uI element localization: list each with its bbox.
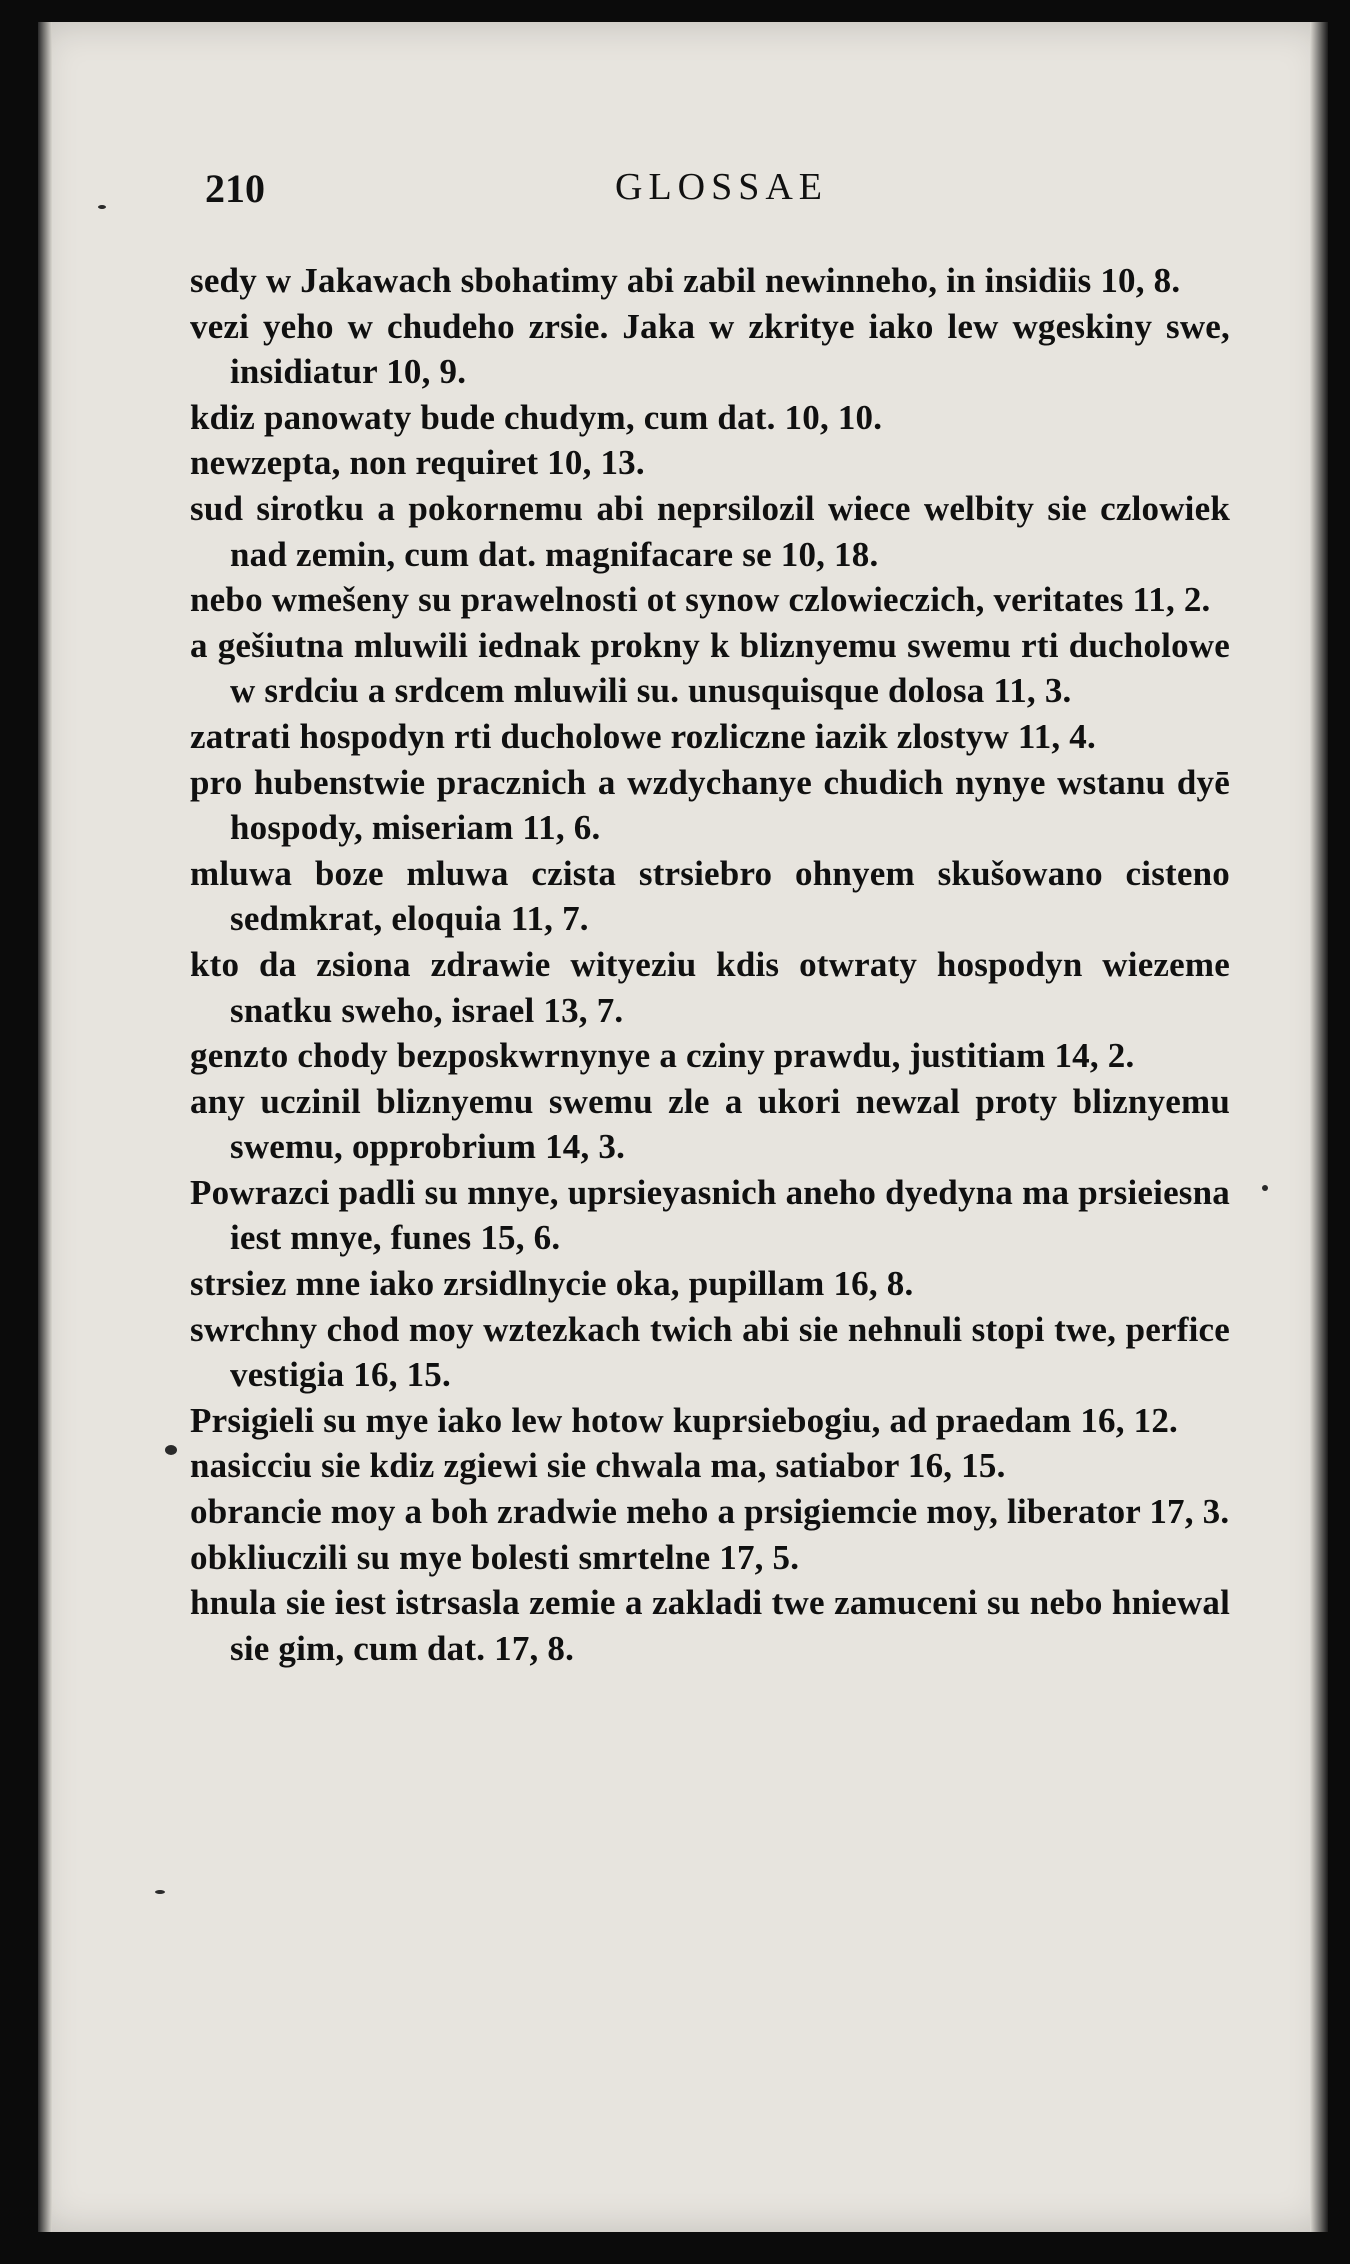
ink-speck — [165, 1445, 177, 1455]
glossary-entry: any uczinil bliznyemu swemu zle a ukori newzal proty bliznyemu swemu, opprobrium 14, 3. — [190, 1081, 1230, 1167]
glossary-entry: newzepta, non requiret 10, 13. — [190, 443, 645, 483]
glossary-entry: a gešiutna mluwili iednak prokny k bliznyemu swemu rti ducholowe w srdciu a srdcem mluwili su. unusquisque dolosa 11, 3. — [190, 625, 1230, 711]
glossary-entry: Powrazci padli su mnye, uprsieyasnich aneho dyedyna ma prsieiesna iest mnye, funes 15, 6. — [190, 1172, 1230, 1258]
glossary-entry: kto da zsiona zdrawie wityeziu kdis otwraty hospodyn wiezeme snatku sweho, israel 13, 7. — [190, 944, 1230, 1030]
glossary-entry: strsiez mne iako zrsidlnycie oka, pupillam 16, 8. — [190, 1264, 914, 1304]
glossary-entry: hnula sie iest istrsasla zemie a zakladi twe zamuceni su nebo hniewal sie gim, cum dat. 17, 8. — [190, 1583, 1230, 1668]
page-header — [205, 165, 1105, 225]
running-head: GLOSSAE — [615, 166, 829, 208]
glossary-entry: Prsigieli su mye iako lew hotow kuprsiebogiu, ad praedam 16, 12. — [190, 1400, 1178, 1440]
glossary-entry: zatrati hospodyn rti ducholowe rozliczne iazik zlostyw 11, 4. — [190, 716, 1096, 756]
ink-speck — [98, 205, 106, 209]
glossary-entry: sud sirotku a pokornemu abi neprsilozil wiece welbity sie czlowiek nad zemin, cum dat. magnifacare se 10, 18. — [190, 488, 1230, 574]
glossary-entries — [190, 258, 1230, 1671]
glossary-entry: obkliuczili su mye bolesti smrtelne 17, 5. — [190, 1537, 800, 1577]
glossary-entry: sedy w Jakawach sbohatimy abi zabil newinneho, in insidiis 10, 8. — [190, 261, 1181, 300]
glossary-entry: swrchny chod moy wztezkach twich abi sie nehnuli stopi twe, perfice vestigia 16, 15. — [190, 1309, 1230, 1395]
glossary-entry: nebo wmešeny su prawelnosti ot synow czlowieczich, veritates 11, 2. — [190, 580, 1211, 620]
glossary-entry: genzto chody bezposkwrnynye a cziny prawdu, justitiam 14, 2. — [190, 1036, 1135, 1076]
glossary-entry: kdiz panowaty bude chudym, cum dat. 10, 10. — [190, 397, 883, 437]
ink-speck — [155, 1890, 165, 1894]
page-gutter-shadow — [38, 22, 52, 2232]
glossary-entry: mluwa boze mluwa czista strsiebro ohnyem skušowano cisteno sedmkrat, eloquia 11, 7. — [190, 853, 1230, 939]
glossary-entry: pro hubenstwie pracznich a wzdychanye chudich nynye wstanu dyē hospody, miseriam 11, 6. — [190, 762, 1230, 848]
ink-speck — [1262, 1185, 1268, 1191]
glossary-entry: obrancie moy a boh zradwie meho a prsigiemcie moy, liberator 17, 3. — [190, 1492, 1230, 1532]
glossary-entry: vezi yeho w chudeho zrsie. Jaka w zkritye iako lew wgeskiny swe, insidiatur 10, 9. — [190, 306, 1230, 392]
page-number: 210 — [205, 166, 265, 211]
glossary-entry: nasicciu sie kdiz zgiewi sie chwala ma, satiabor 16, 15. — [190, 1446, 1006, 1486]
page-right-edge — [1310, 22, 1328, 2232]
